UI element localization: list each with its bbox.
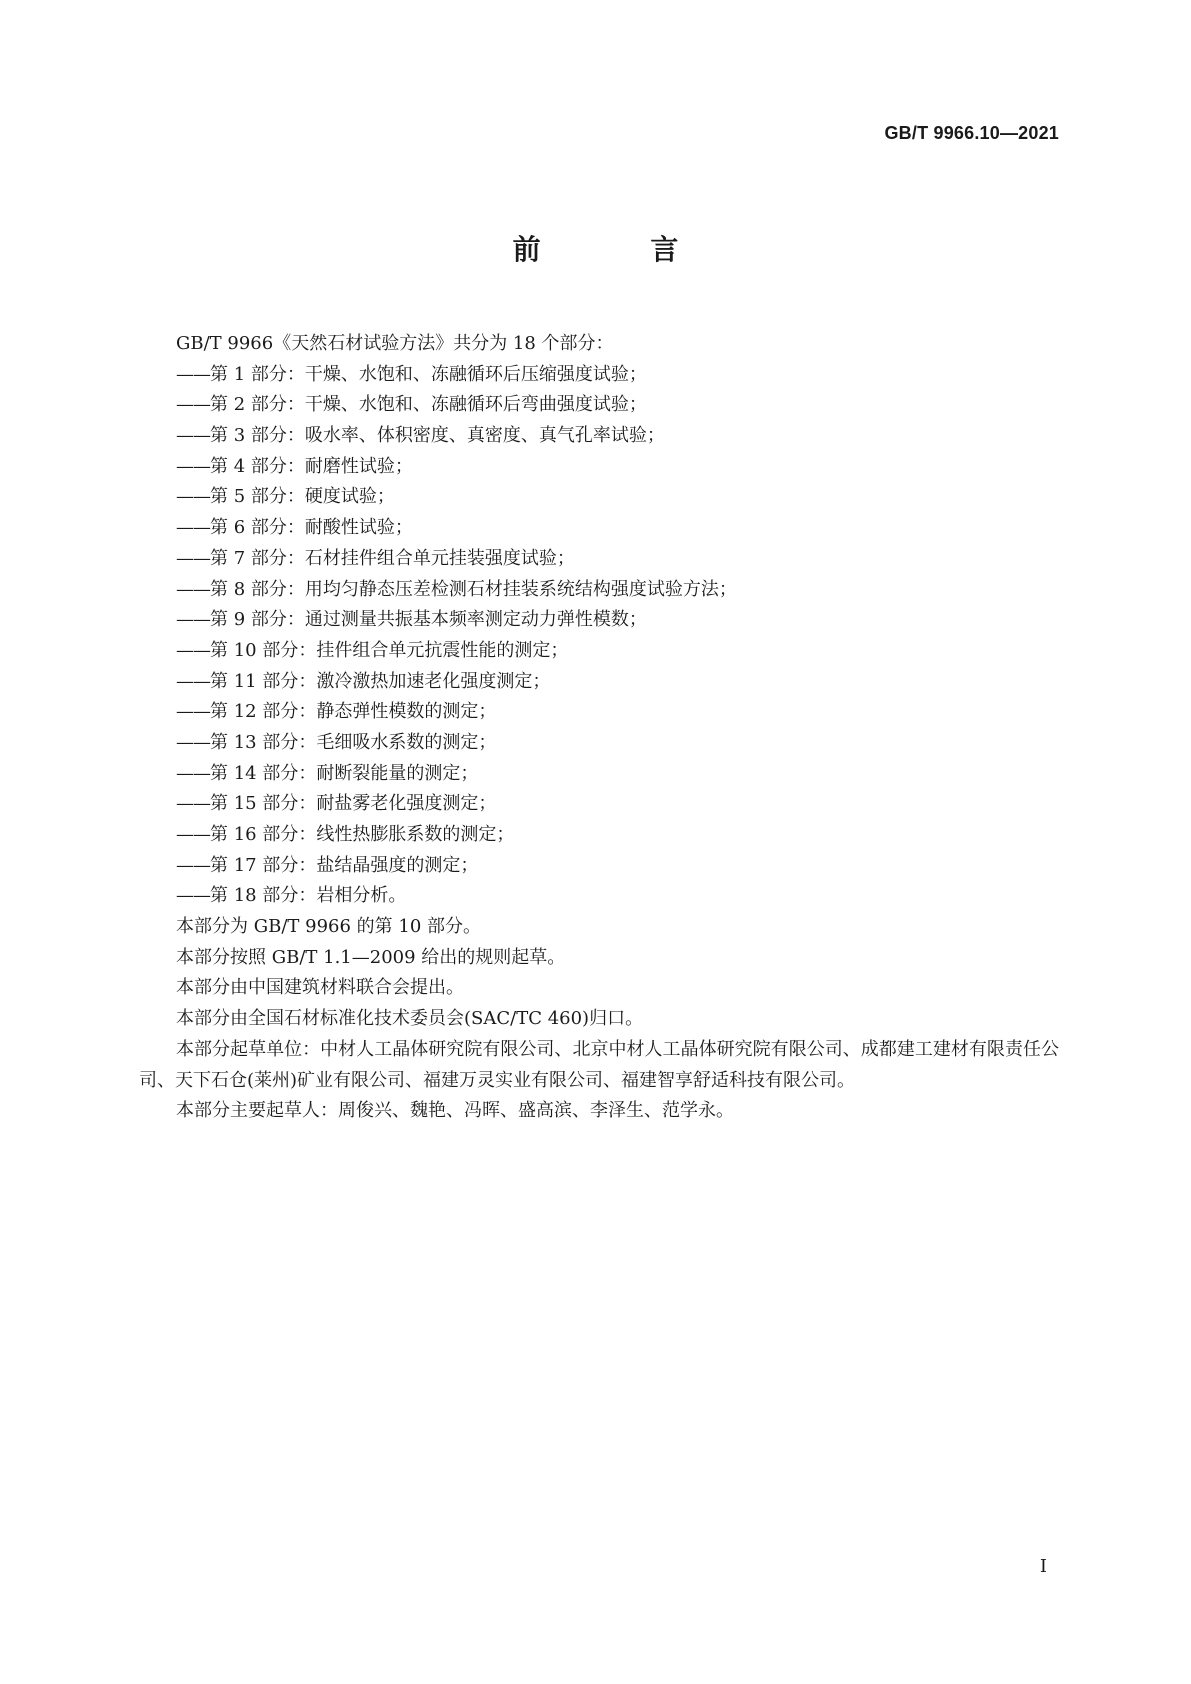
part-item: ——第 10 部分：挂件组合单元抗震性能的测定；	[176, 639, 569, 661]
part-item: ——第 8 部分：用均匀静态压差检测石材挂装系统结构强度试验方法；	[176, 578, 737, 600]
part-item: ——第 2 部分：干燥、水饱和、冻融循环后弯曲强度试验；	[176, 394, 647, 416]
part-item: ——第 4 部分：耐磨性试验；	[176, 455, 413, 477]
intro-line: GB/T 9966《天然石材试验方法》共分为 18 个部分：	[176, 333, 614, 354]
statement-drafting-rules: 本部分按照 GB/T 1.1—2009 给出的规则起草。	[176, 946, 566, 968]
part-item: ——第 3 部分：吸水率、体积密度、真密度、真气孔率试验；	[176, 425, 665, 447]
foreword-body	[139, 329, 1059, 1127]
statement-part-of: 本部分为 GB/T 9966 的第 10 部分。	[176, 916, 481, 938]
page-number: I	[1039, 1556, 1047, 1577]
statement-drafting-units: 本部分起草单位：中材人工晶体研究院有限公司、北京中材人工晶体研究院有限公司、成都建工建材有限责任公司、天下石仓(莱州)矿业有限公司、福建万灵实业有限公司、福建智享舒适科技有限公司。	[139, 1038, 1059, 1091]
parts-list	[139, 360, 1059, 912]
page-title: 前 言	[512, 233, 729, 266]
part-item: ——第 17 部分：盐结晶强度的测定；	[176, 854, 479, 876]
part-item: ——第 5 部分：硬度试验；	[176, 486, 395, 508]
statement-managed-by: 本部分由全国石材标准化技术委员会(SAC/TC 460)归口。	[176, 1008, 644, 1030]
part-item: ——第 6 部分：耐酸性试验；	[176, 517, 413, 539]
part-item: ——第 11 部分：激冷激热加速老化强度测定；	[176, 670, 551, 692]
part-item: ——第 13 部分：毛细吸水系数的测定；	[176, 731, 497, 753]
part-item: ——第 9 部分：通过测量共振基本频率测定动力弹性模数；	[176, 609, 647, 631]
statement-drafters: 本部分主要起草人：周俊兴、魏艳、冯晖、盛高滨、李泽生、范学永。	[176, 1100, 734, 1122]
part-item: ——第 7 部分：石材挂件组合单元挂装强度试验；	[176, 547, 575, 569]
standard-code: GB/T 9966.10—2021	[884, 123, 1059, 143]
part-item: ——第 1 部分：干燥、水饱和、冻融循环后压缩强度试验；	[176, 363, 647, 385]
part-item: ——第 14 部分：耐断裂能量的测定；	[176, 762, 479, 784]
part-item: ——第 12 部分：静态弹性模数的测定；	[176, 701, 497, 723]
part-item: ——第 15 部分：耐盐雾老化强度测定；	[176, 793, 497, 815]
part-item: ——第 18 部分：岩相分析。	[176, 885, 407, 907]
part-item: ——第 16 部分：线性热膨胀系数的测定；	[176, 824, 515, 845]
statement-proposed-by: 本部分由中国建筑材料联合会提出。	[176, 977, 464, 999]
